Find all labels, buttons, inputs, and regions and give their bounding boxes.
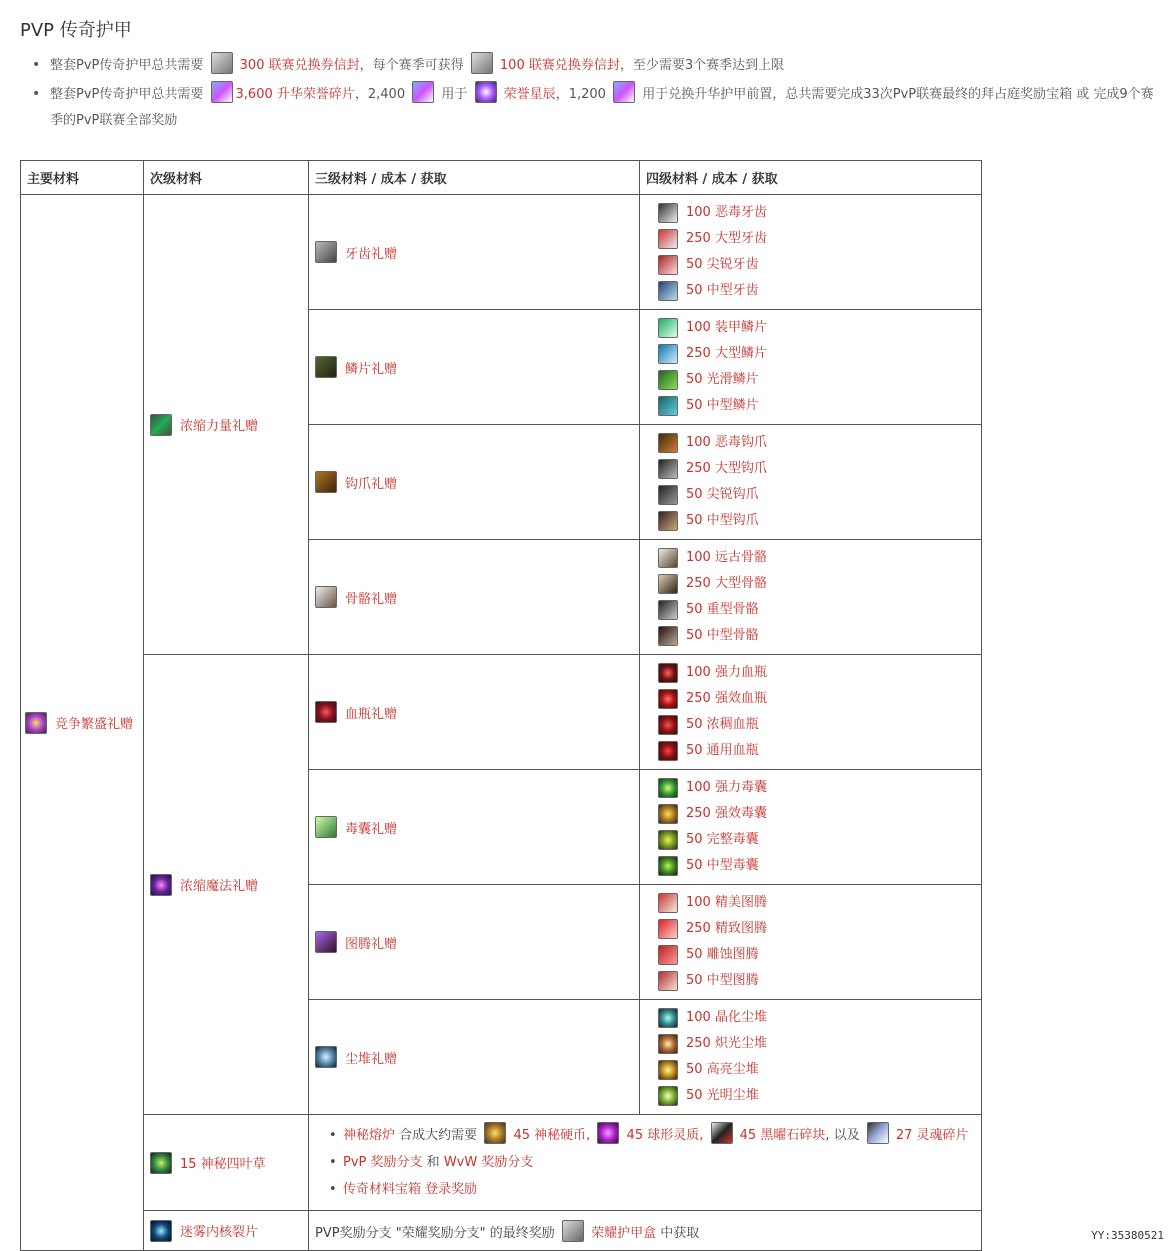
tertiary-cell xyxy=(309,195,640,310)
fang-icon xyxy=(658,281,678,301)
tertiary-cell xyxy=(309,425,640,540)
list-item xyxy=(646,738,981,764)
totem-icon xyxy=(658,919,678,939)
material-link[interactable]: 100 恶毒钩爪 xyxy=(686,435,767,450)
tertiary-link[interactable]: 骨骼礼赠 xyxy=(345,591,398,607)
list-item xyxy=(646,226,981,252)
bullet: • xyxy=(329,1182,337,1197)
scale-icon xyxy=(315,356,337,378)
intro-text: 整套PvP传奇护甲总共需要 xyxy=(50,58,204,73)
list-item xyxy=(646,1031,981,1057)
bone-icon xyxy=(658,626,678,646)
list-item xyxy=(646,571,981,597)
secondary-link[interactable]: 15 神秘四叶草 xyxy=(180,1157,266,1172)
tertiary-link[interactable]: 血瓶礼赠 xyxy=(345,706,398,722)
mist-text: 中获取 xyxy=(660,1225,700,1241)
material-link[interactable]: 250 大型鳞片 xyxy=(686,346,767,361)
armor-box-link[interactable]: 荣耀护甲盒 xyxy=(591,1225,657,1241)
envelope-icon xyxy=(211,52,233,74)
vial-icon xyxy=(658,663,678,683)
intro-text: ，1,200 xyxy=(555,87,606,102)
shard-link[interactable]: 3,600 升华荣誉碎片 xyxy=(235,87,355,102)
quaternary-cell xyxy=(640,1000,982,1115)
bullet: • xyxy=(32,57,41,73)
bone-icon xyxy=(658,548,678,568)
wvw-track-link[interactable]: WvW 奖励分支 xyxy=(443,1155,534,1170)
material-link[interactable]: 50 高亮尘堆 xyxy=(686,1062,759,1077)
gift-icon xyxy=(25,712,47,734)
intro-text: ，至少需要3个赛季达到上限 xyxy=(619,58,785,73)
tooth-icon xyxy=(315,241,337,263)
list-item xyxy=(646,482,981,508)
obsidian-icon xyxy=(711,1122,733,1144)
chest-link[interactable]: 传奇材料宝箱 xyxy=(343,1182,422,1197)
envelope-icon xyxy=(471,52,493,74)
list-item xyxy=(646,801,981,827)
bullet: • xyxy=(32,86,41,102)
soul-shard-icon xyxy=(867,1122,889,1144)
tertiary-cell xyxy=(309,770,640,885)
list-item xyxy=(646,827,981,853)
clover-icon xyxy=(150,1152,172,1174)
material-link[interactable]: 250 炽光尘堆 xyxy=(686,1036,767,1051)
bullet: • xyxy=(329,1128,337,1143)
quaternary-cell xyxy=(640,540,982,655)
gift-icon xyxy=(150,414,172,436)
secondary-cell xyxy=(144,1115,309,1211)
secondary-cell xyxy=(144,1211,309,1251)
list-item xyxy=(646,660,981,686)
tertiary-link[interactable]: 钩爪礼赠 xyxy=(345,476,398,492)
material-link[interactable]: 50 光明尘堆 xyxy=(686,1088,759,1103)
list-item xyxy=(646,712,981,738)
tertiary-link[interactable]: 鳞片礼赠 xyxy=(345,361,398,377)
dust-icon xyxy=(658,1060,678,1080)
list-item xyxy=(646,942,981,968)
ecto-icon xyxy=(597,1122,619,1144)
totem-icon xyxy=(658,945,678,965)
mystic-forge-link[interactable]: 神秘熔炉 xyxy=(343,1128,396,1143)
material-link[interactable]: 27 灵魂碎片 xyxy=(895,1128,969,1143)
login-reward-link[interactable]: 登录奖励 xyxy=(425,1182,478,1197)
list-item xyxy=(646,1083,981,1109)
list-item xyxy=(329,1176,981,1203)
list-item xyxy=(646,686,981,712)
shard-icon xyxy=(613,81,635,103)
material-link[interactable]: 50 中型骨骼 xyxy=(686,628,759,643)
quaternary-cell xyxy=(640,195,982,310)
material-link[interactable]: 50 中型牙齿 xyxy=(686,283,759,298)
star-icon xyxy=(475,81,497,103)
dust-icon xyxy=(658,1008,678,1028)
claw-icon xyxy=(315,471,337,493)
material-link[interactable]: 50 雕蚀图腾 xyxy=(686,947,759,962)
quaternary-cell xyxy=(640,885,982,1000)
quaternary-cell xyxy=(640,310,982,425)
bullet: • xyxy=(329,1155,337,1170)
list-item xyxy=(646,775,981,801)
material-link[interactable]: 50 中型鳞片 xyxy=(686,398,759,413)
intro-text: 用于兑换升华护甲前置，总共需要完成33次PvP联赛最终的拜占庭奖励宝箱 或 完成9个赛季的PvP联赛全部奖励 xyxy=(50,87,1154,128)
scale-icon xyxy=(658,370,678,390)
list-item xyxy=(329,1149,981,1176)
dust-icon xyxy=(658,1034,678,1054)
material-link[interactable]: 100 精美图腾 xyxy=(686,895,767,910)
list-item xyxy=(646,456,981,482)
header-primary: 主要材料 xyxy=(21,161,144,195)
intro-text: 整套PvP传奇护甲总共需要 xyxy=(50,87,204,102)
list-item xyxy=(646,393,981,419)
list-item xyxy=(646,890,981,916)
material-link[interactable]: 50 光滑鳞片 xyxy=(686,372,759,387)
secondary-link[interactable]: 浓缩力量礼赠 xyxy=(180,419,259,434)
material-link[interactable]: 250 大型钩爪 xyxy=(686,461,767,476)
scale-icon xyxy=(658,318,678,338)
clover-source-cell xyxy=(309,1115,982,1211)
vial-icon xyxy=(658,715,678,735)
bone-icon xyxy=(658,574,678,594)
claw-icon xyxy=(658,433,678,453)
material-link[interactable]: 250 大型牙齿 xyxy=(686,231,767,246)
secondary-cell xyxy=(144,655,309,1115)
venom-icon xyxy=(658,778,678,798)
material-link[interactable]: 50 完整毒囊 xyxy=(686,832,759,847)
list-item xyxy=(646,200,981,226)
material-link[interactable]: 250 大型骨骼 xyxy=(686,576,767,591)
material-link[interactable]: 250 强效毒囊 xyxy=(686,806,767,821)
material-link[interactable]: 50 浓稠血瓶 xyxy=(686,717,759,732)
tertiary-link[interactable]: 牙齿礼赠 xyxy=(345,246,398,262)
material-link[interactable]: 50 中型毒囊 xyxy=(686,858,759,873)
material-link[interactable]: 50 尖锐钩爪 xyxy=(686,487,759,502)
totem-icon xyxy=(658,893,678,913)
totem-icon xyxy=(658,971,678,991)
list-item xyxy=(646,508,981,534)
venom-icon xyxy=(315,816,337,838)
claw-icon xyxy=(658,485,678,505)
list-item xyxy=(646,430,981,456)
fang-icon xyxy=(658,229,678,249)
clover-text: 合成大约需要 xyxy=(399,1128,478,1143)
clover-text: , 以及 xyxy=(825,1128,860,1143)
intro-list xyxy=(30,52,1155,136)
list-item xyxy=(646,623,981,649)
list-item xyxy=(646,853,981,879)
material-link[interactable]: 50 通用血瓶 xyxy=(686,743,759,758)
list-item xyxy=(646,278,981,304)
bone-icon xyxy=(658,600,678,620)
bone-icon xyxy=(315,586,337,608)
material-link[interactable]: 100 晶化尘堆 xyxy=(686,1010,767,1025)
envelope-link[interactable]: 300 联赛兑换券信封 xyxy=(239,58,360,73)
material-link[interactable]: 50 尖锐牙齿 xyxy=(686,257,759,272)
intro-item xyxy=(30,81,1155,134)
gift-icon xyxy=(150,874,172,896)
material-link[interactable]: 45 球形灵质, xyxy=(626,1128,704,1143)
page-title: PVP 传奇护甲 xyxy=(20,20,132,41)
list-item xyxy=(646,1005,981,1031)
tertiary-cell xyxy=(309,310,640,425)
list-item xyxy=(646,367,981,393)
tertiary-cell xyxy=(309,885,640,1000)
scale-icon xyxy=(658,396,678,416)
material-link[interactable]: 50 中型图腾 xyxy=(686,973,759,988)
list-item xyxy=(646,545,981,571)
secondary-link[interactable]: 迷雾内核裂片 xyxy=(180,1225,259,1240)
material-link[interactable]: 100 恶毒牙齿 xyxy=(686,205,767,220)
material-link[interactable]: 100 远古骨骼 xyxy=(686,550,767,565)
pvp-track-link[interactable]: PvP 奖励分支 xyxy=(343,1155,423,1170)
materials-table xyxy=(20,160,982,1251)
venom-icon xyxy=(658,830,678,850)
primary-link[interactable]: 竞争繁盛礼赠 xyxy=(55,717,134,732)
material-link[interactable]: 45 神秘硬币, xyxy=(513,1128,591,1143)
material-link[interactable]: 250 精致图腾 xyxy=(686,921,767,936)
quaternary-cell xyxy=(640,655,982,770)
watermark: YY:35380521 xyxy=(1091,1229,1164,1242)
list-item xyxy=(646,252,981,278)
venom-icon xyxy=(658,804,678,824)
intro-item xyxy=(30,52,1155,79)
material-link[interactable]: 100 强力毒囊 xyxy=(686,780,767,795)
tertiary-cell xyxy=(309,1000,640,1115)
blood-icon xyxy=(315,701,337,723)
list-item xyxy=(646,341,981,367)
secondary-link[interactable]: 浓缩魔法礼赠 xyxy=(180,879,259,894)
claw-icon xyxy=(658,459,678,479)
list-item xyxy=(329,1122,981,1149)
coin-icon xyxy=(484,1122,506,1144)
material-link[interactable]: 100 装甲鳞片 xyxy=(686,320,767,335)
scale-icon xyxy=(658,344,678,364)
material-link[interactable]: 250 强效血瓶 xyxy=(686,691,767,706)
star-link[interactable]: 荣誉星辰 xyxy=(503,87,556,102)
shard-icon xyxy=(412,81,434,103)
tertiary-link[interactable]: 毒囊礼赠 xyxy=(345,821,398,837)
vial-icon xyxy=(658,741,678,761)
venom-icon xyxy=(658,856,678,876)
quaternary-cell xyxy=(640,770,982,885)
intro-text: ，2,400 xyxy=(354,87,406,102)
list-item xyxy=(646,968,981,994)
mist-shard-icon xyxy=(150,1220,172,1242)
fang-icon xyxy=(658,255,678,275)
dust-icon xyxy=(658,1086,678,1106)
envelope-link[interactable]: 100 联赛兑换券信封 xyxy=(499,58,620,73)
tertiary-cell xyxy=(309,540,640,655)
fang-icon xyxy=(658,203,678,223)
header-tertiary: 三级材料 / 成本 / 获取 xyxy=(309,161,640,195)
header-secondary: 次级材料 xyxy=(144,161,309,195)
vial-icon xyxy=(658,689,678,709)
mist-text: PVP奖励分支 "荣耀奖励分支" 的最终奖励 xyxy=(315,1225,555,1241)
material-link[interactable]: 45 黑曜石碎块 xyxy=(739,1128,826,1143)
intro-text: ，每个赛季可获得 xyxy=(359,58,464,73)
tertiary-link[interactable]: 尘堆礼赠 xyxy=(345,1051,398,1067)
header-quaternary: 四级材料 / 成本 / 获取 xyxy=(640,161,982,195)
dust-icon xyxy=(315,1046,337,1068)
list-item xyxy=(646,597,981,623)
material-link[interactable]: 50 重型骨骼 xyxy=(686,602,759,617)
armor-box-icon xyxy=(562,1220,584,1242)
tertiary-link[interactable]: 图腾礼赠 xyxy=(345,936,398,952)
list-item xyxy=(646,1057,981,1083)
intro-text: 用于 xyxy=(441,87,468,102)
secondary-cell xyxy=(144,195,309,655)
primary-cell xyxy=(21,195,144,1251)
totem-icon xyxy=(315,931,337,953)
claw-icon xyxy=(658,511,678,531)
tertiary-cell xyxy=(309,655,640,770)
list-item xyxy=(646,916,981,942)
clover-text: 和 xyxy=(426,1155,440,1170)
shard-icon xyxy=(211,81,233,103)
list-item xyxy=(646,315,981,341)
material-link[interactable]: 100 强力血瓶 xyxy=(686,665,767,680)
quaternary-cell xyxy=(640,425,982,540)
material-link[interactable]: 50 中型钩爪 xyxy=(686,513,759,528)
mist-source-cell xyxy=(309,1211,982,1251)
